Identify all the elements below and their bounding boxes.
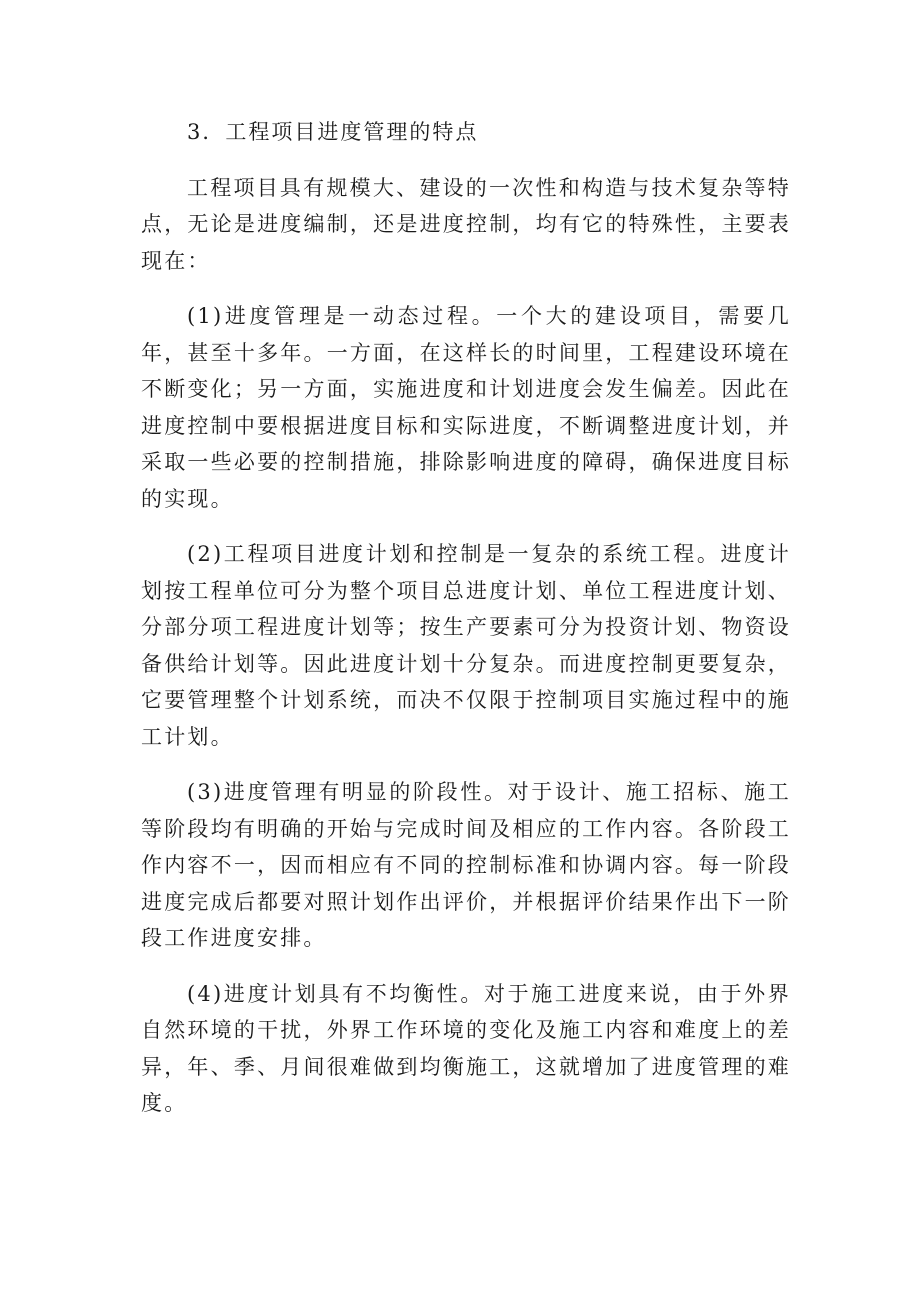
paragraph-imbalance: (4)进度计划具有不均衡性。对于施工进度来说，由于外界自然环境的干扰，外界工作环境的变化及施工内容和难度上的差异，年、季、月间很难做到均衡施工，这就增加了进度管理的难度。: [141, 981, 791, 1115]
paragraph-phased-nature: (3)进度管理有明显的阶段性。对于设计、施工招标、施工等阶段均有明确的开始与完成时间及相应的工作内容。各阶段工作内容不一，因而相应有不同的控制标准和协调内容。每一阶段进度完成后都要对照计划作出评价，并根据评价结果作出下一阶段工作进度安排。: [141, 780, 791, 950]
paragraph-complex-system: (2)工程项目进度计划和控制是一复杂的系统工程。进度计划按工程单位可分为整个项目总进度计划、单位工程进度计划、分部分项工程进度计划等；按生产要素可分为投资计划、物资设备供给计划等。因此进度计划十分复杂。而进度控制更要复杂，它要管理整个计划系统，而决不仅限于控制项目实施过程中的施工计划。: [141, 542, 791, 749]
paragraph-dynamic-process: (1)进度管理是一动态过程。一个大的建设项目，需要几年，甚至十多年。一方面，在这样长的时间里，工程建设环境在不断变化；另一方面，实施进度和计划进度会发生偏差。因此在进度控制中要根据进度目标和实际进度，不断调整进度计划，并采取一些必要的控制措施，排除影响进度的障碍，确保进度目标的实现。: [141, 304, 791, 511]
intro-paragraph: 工程项目具有规模大、建设的一次性和构造与技术复杂等特点，无论是进度编制，还是进度控制，均有它的特殊性，主要表现在：: [141, 175, 791, 273]
document-body: [141, 114, 791, 1141]
section-heading: 3．工程项目进度管理的特点: [187, 120, 479, 144]
